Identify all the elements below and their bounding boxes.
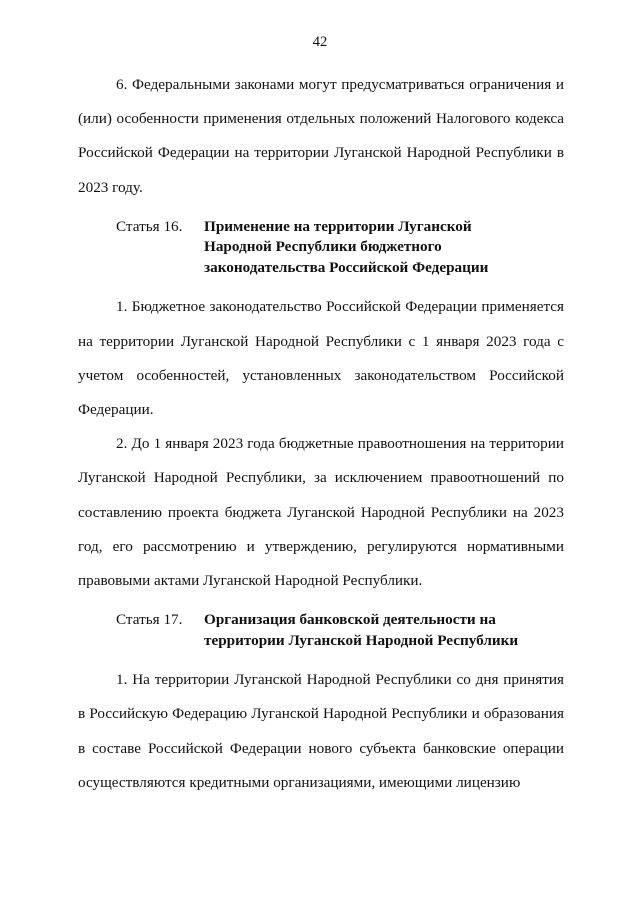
article-16-label: Статья 16. [116, 217, 183, 235]
article-16-title: Применение на территории Луганской Народной Республики бюджетного законодательства Российской Федерации [204, 217, 489, 276]
article-16-heading [116, 217, 564, 279]
article-17-label: Статья 17. [116, 611, 183, 629]
article-17-title: Организация банковской деятельности на территории Луганской Народной Республики [204, 611, 519, 649]
article-16-paragraph-2: 2. До 1 января 2023 года бюджетные правоотношения на территории Луганской Народной Республики, за исключением правоотношений по составлению проекта бюджета Луганской Народной Республики на 2023 год, его рассмотрению и утверждению, регулируются нормативными правовыми актами Луганской Народной Республики. [78, 435, 564, 589]
paragraph-6-tax-code: 6. Федеральными законами могут предусматриваться ограничения и (или) особенности применения отдельных положений Налогового кодекса Российской Федерации на территории Луганской Народной Республики в 2023 году. [78, 76, 564, 196]
article-16-paragraph-1: 1. Бюджетное законодательство Российской Федерации применяется на территории Луганской Народной Республики с 1 января 2023 года с учетом особенностей, установленных законодательством Российской Федерации. [78, 298, 564, 418]
page-number: 42 [312, 34, 328, 50]
document-body [78, 68, 564, 800]
article-17-heading [116, 610, 564, 651]
article-17-paragraph-1: 1. На территории Луганской Народной Республики со дня принятия в Российскую Федерацию Луганской Народной Республики и образования в составе Российской Федерации нового субъекта банковские операции осуществляются кредитными организациями, имеющими лицензию [78, 671, 564, 791]
